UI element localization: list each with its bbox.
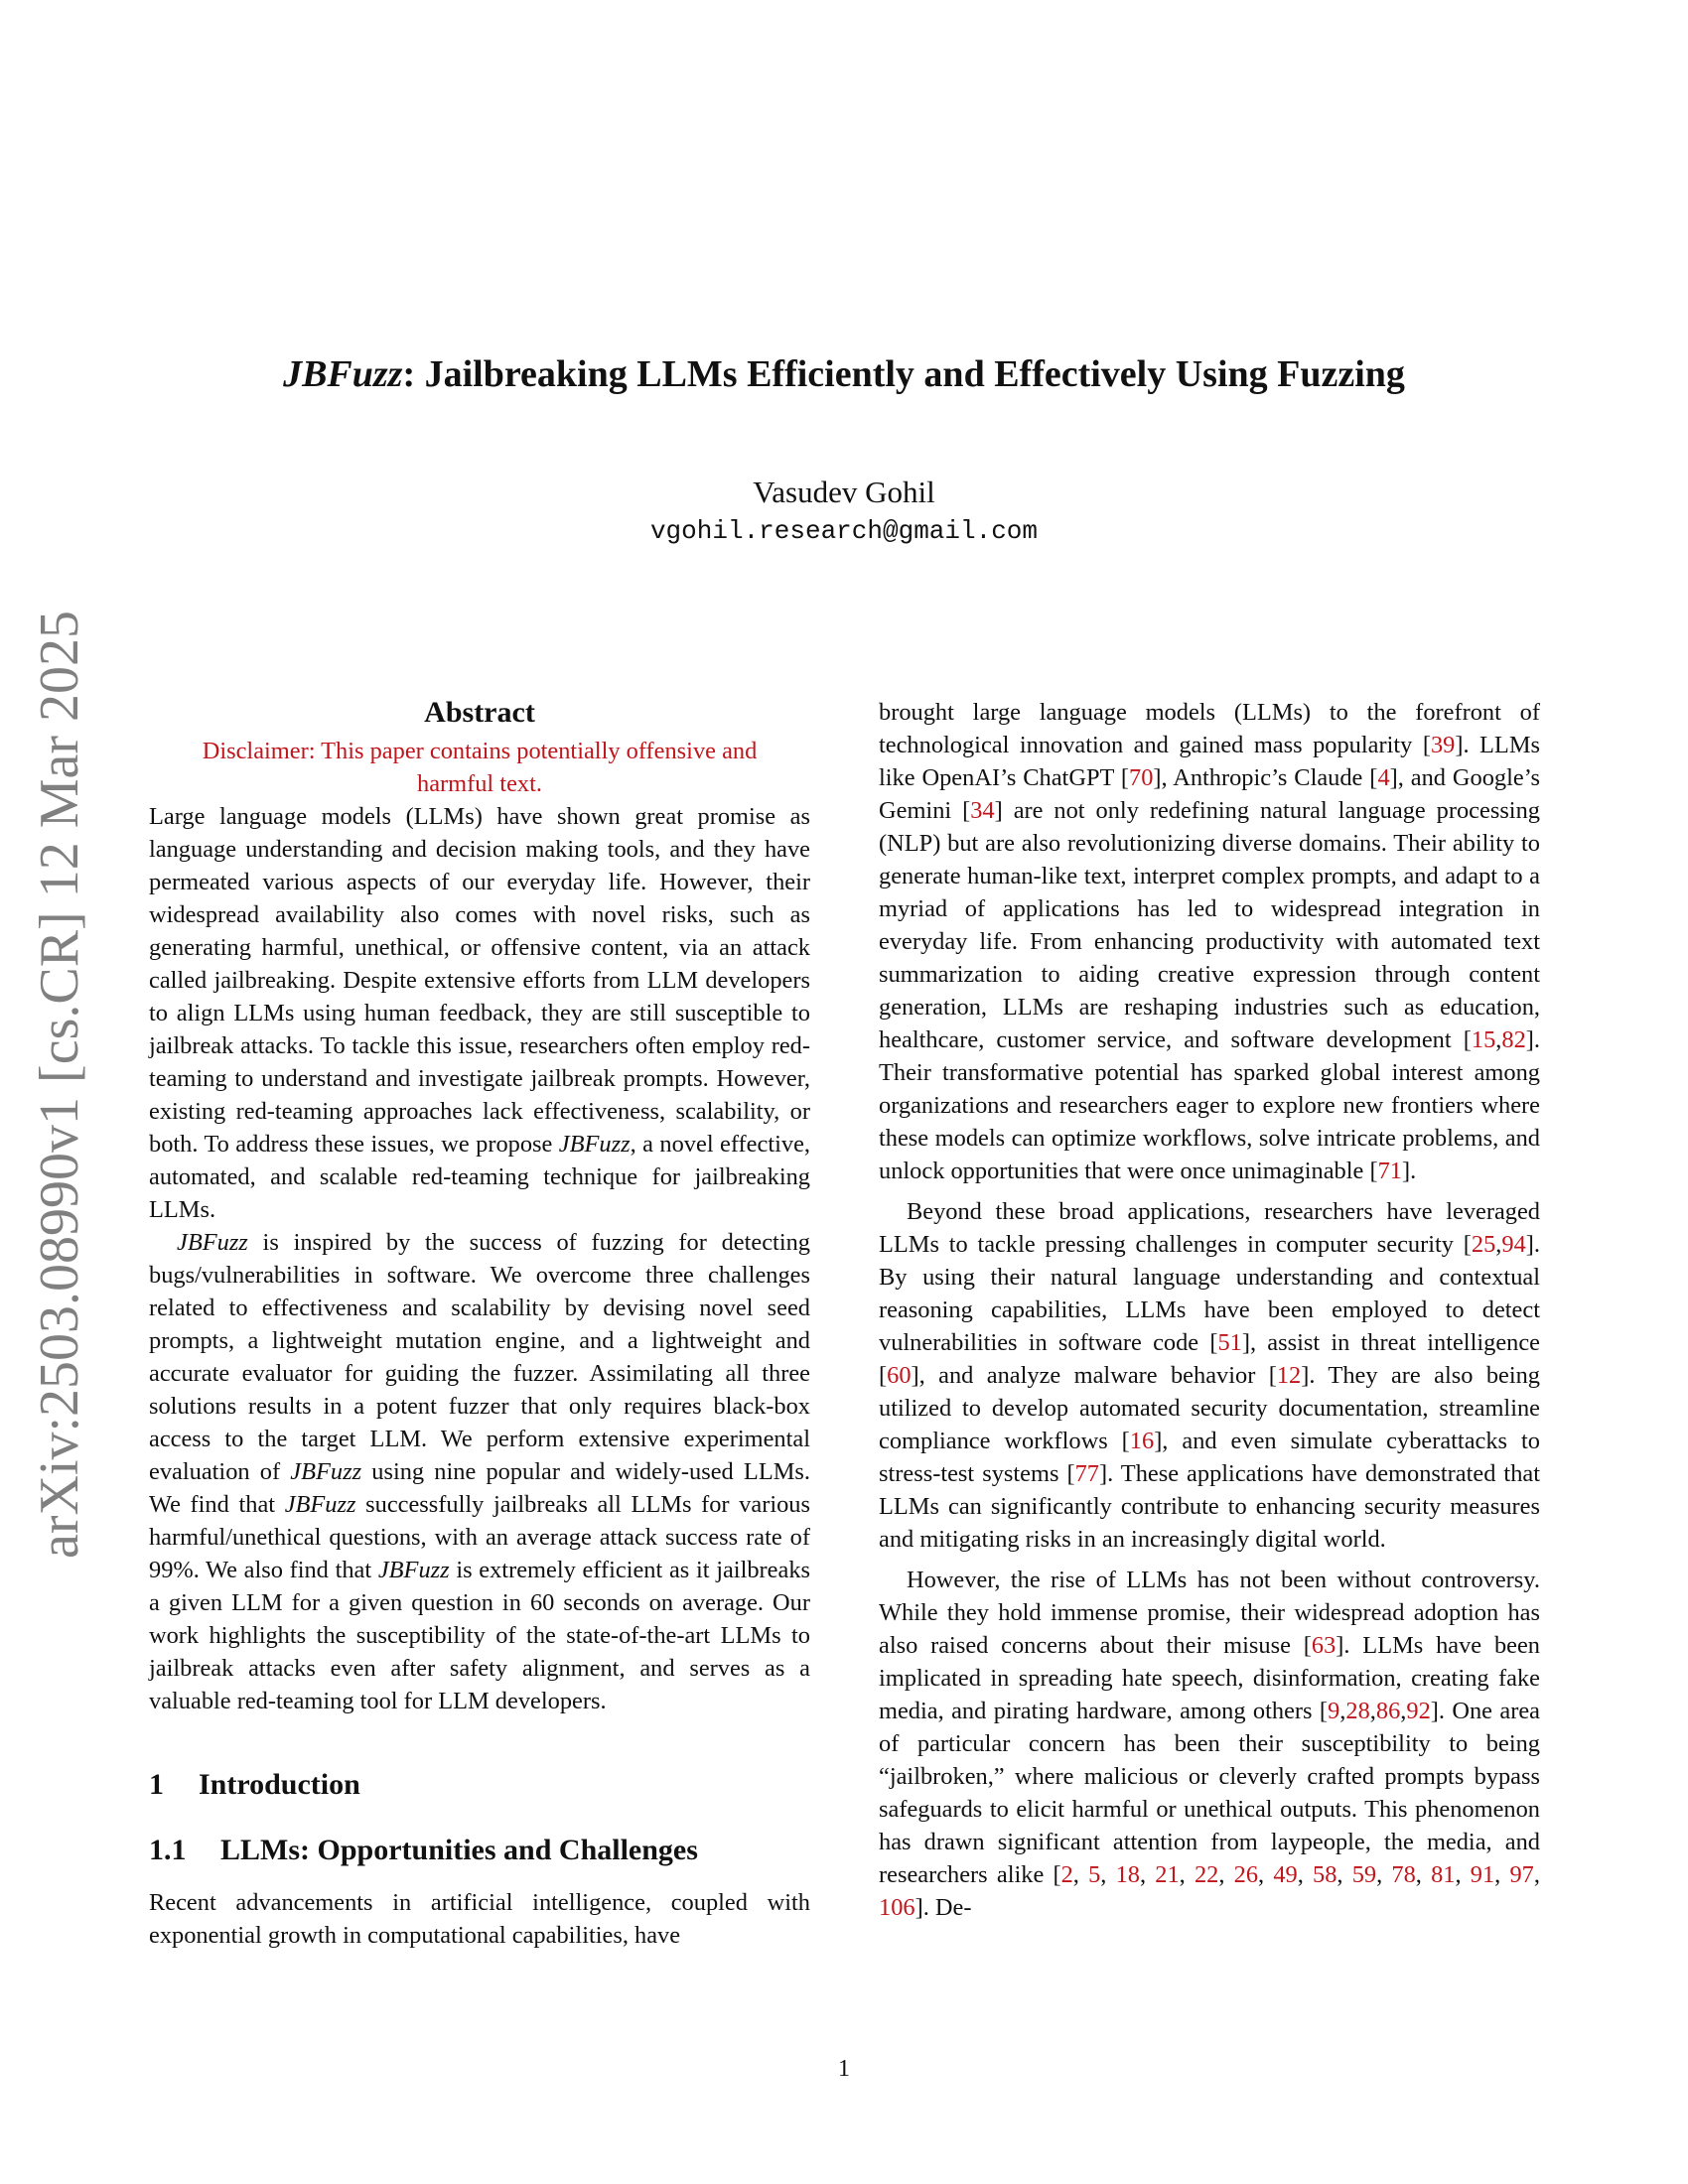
page-number: 1: [837, 2055, 851, 2082]
citation-link[interactable]: 106: [879, 1894, 915, 1921]
text-span: However, the rise of LLMs has not been without controversy. While they hold immense promise, their widespread adoption has also raised concerns about their misuse [: [879, 1567, 1540, 1659]
citation-link[interactable]: 86: [1375, 1698, 1401, 1724]
text-span: ]. By using their natural language understanding and contextual reasoning capabilities, LLMs have been employed to detect vulnerabilities in software code [: [879, 1231, 1540, 1356]
section-title: LLMs: Opportunities and Challenges: [220, 1834, 698, 1866]
text-span: ]. De-: [914, 1894, 972, 1921]
citation-link[interactable]: 60: [887, 1362, 912, 1389]
citation-link[interactable]: 63: [1311, 1632, 1336, 1659]
citation-link[interactable]: 81: [1431, 1861, 1456, 1888]
citation-link[interactable]: 51: [1217, 1329, 1242, 1356]
citation-link[interactable]: 15: [1471, 1026, 1496, 1053]
citation-link[interactable]: 21: [1155, 1861, 1180, 1888]
citation-link[interactable]: 18: [1115, 1861, 1140, 1888]
text-span: ], assist in threat intelligence [: [879, 1329, 1540, 1389]
text-span: ,: [1218, 1861, 1234, 1888]
text-span: Beyond these broad applications, researchers have leveraged LLMs to tackle pressing challenges in computer security [: [879, 1198, 1540, 1258]
abstract-paragraph-1: [149, 800, 810, 1226]
citation-link[interactable]: 70: [1129, 764, 1154, 791]
intro-paragraph: Recent advancements in artificial intelligence, coupled with exponential growth in computational capabilities, have: [149, 1889, 810, 1949]
citation-link[interactable]: 58: [1313, 1861, 1337, 1888]
citation-link[interactable]: 78: [1391, 1861, 1416, 1888]
paper-title: [149, 352, 1539, 396]
text-span: ], and Google’s Gemini [: [879, 764, 1540, 824]
text-span: successfully jailbreaks all LLMs for various harmful/unethical questions, with an average attack success rate of 99%. We also find that: [149, 1491, 810, 1583]
title-system-name: JBFuzz: [283, 353, 403, 395]
citation-link[interactable]: 4: [1377, 764, 1390, 791]
text-span: ]. They are also being utilized to develop automated security documentation, streamline compliance workflows [: [879, 1362, 1541, 1454]
citation-link[interactable]: 94: [1501, 1231, 1526, 1258]
text-span: is inspired by the success of fuzzing for detecting bugs/vulnerabilities in software. We overcome three challenges related to effectiveness and scalability by devising novel seed prompts, a lightweight mutation engine, and a lightweight and accurate evaluator for guiding the fuzzer. Assimilating all three solutions results in a potent fuzzer that only requires black-box access to the target LLM. We perform extensive experimental evaluation of: [149, 1229, 810, 1485]
text-span: ]. LLMs like OpenAI’s ChatGPT [: [879, 732, 1540, 791]
text-span: is extremely efficient as it jailbreaks a given LLM for a given question in 60 seconds on average. Our work highlights the susceptibility of the state-of-the-art LLMs to jailbreak attacks even after safety alignment, and serves as a valuable red-teaming tool for LLM developers.: [149, 1557, 811, 1714]
text-span: ,: [1376, 1861, 1392, 1888]
author-name: Vasudev Gohil: [753, 475, 935, 509]
system-name: JBFuzz: [377, 1557, 450, 1583]
right-column: [879, 696, 1540, 1924]
text-span: ], Anthropic’s Claude [: [1153, 764, 1378, 791]
citation-link[interactable]: 39: [1430, 732, 1456, 758]
citation-link[interactable]: 22: [1194, 1861, 1219, 1888]
citation-link[interactable]: 9: [1328, 1698, 1340, 1724]
text-span: ,: [1533, 1861, 1540, 1888]
citation-link[interactable]: 77: [1074, 1460, 1099, 1487]
text-span: ,: [1179, 1861, 1195, 1888]
text-span: ] are not only redefining natural language processing (NLP) but are also revolutionizing diverse domains. Their ability to generate human-like text, interpret complex prompts, and adapt to a myriad of applications has led to widespread integration in everyday life. From enhancing productivity with automated text summarization to aiding creative expression through content generation, LLMs are reshaping industries such as education, healthcare, customer service, and software development [: [879, 797, 1540, 1053]
text-span: ,: [1495, 1026, 1502, 1053]
citation-link[interactable]: 82: [1501, 1026, 1526, 1053]
right-paragraph-2: [879, 1195, 1540, 1556]
citation-link[interactable]: 5: [1088, 1861, 1101, 1888]
text-span: ,: [1494, 1861, 1510, 1888]
text-span: ,: [1100, 1861, 1116, 1888]
citation-link[interactable]: 49: [1273, 1861, 1298, 1888]
citation-link[interactable]: 26: [1233, 1861, 1259, 1888]
citation-link[interactable]: 92: [1406, 1698, 1431, 1724]
section-number: 1: [149, 1768, 164, 1801]
abstract-heading: Abstract: [424, 696, 535, 729]
subsection-heading: [149, 1833, 810, 1868]
arxiv-identifier: arXiv:2503.08990v1 [cs.CR] 12 Mar 2025: [29, 610, 90, 1559]
citation-link[interactable]: 2: [1060, 1861, 1073, 1888]
text-span: ,: [1400, 1698, 1407, 1724]
text-span: , a novel effective, automated, and scalable red-teaming technique for jailbreaking LLMs.: [149, 1131, 810, 1223]
system-name: JBFuzz: [290, 1458, 362, 1485]
text-span: Large language models (LLMs) have shown great promise as language understanding and decision making tools, and they have permeated various aspects of our everyday life. However, their widespread availability also comes with novel risks, such as generating harmful, unethical, or offensive content, via an attack called jailbreaking. Despite extensive efforts from LLM developers to align LLMs using human feedback, they are still susceptible to jailbreak attacks. To tackle this issue, researchers often employ red-teaming to understand and investigate jailbreak prompts. However, existing red-teaming approaches lack effectiveness, scalability, or both. To address these issues, we propose: [149, 803, 810, 1158]
text-span: ]. These applications have demonstrated that LLMs can significantly contribute to enhancing security measures and mitigating risks in an increasingly digital world.: [879, 1460, 1540, 1553]
text-span: ,: [1369, 1698, 1376, 1724]
section-title: Introduction: [199, 1768, 360, 1801]
text-span: ,: [1336, 1861, 1352, 1888]
citation-link[interactable]: 91: [1470, 1861, 1495, 1888]
text-span: ,: [1139, 1861, 1156, 1888]
section-number: 1.1: [149, 1834, 187, 1866]
text-span: ], and even simulate cyberattacks to stress-test systems [: [879, 1428, 1540, 1487]
citation-link[interactable]: 28: [1345, 1698, 1370, 1724]
abstract-paragraph-2: [149, 1226, 810, 1717]
system-name: JBFuzz: [558, 1131, 631, 1158]
right-paragraph-3: [879, 1564, 1540, 1924]
citation-link[interactable]: 25: [1471, 1231, 1496, 1258]
text-span: ,: [1495, 1231, 1502, 1258]
left-column: [149, 695, 810, 1952]
text-span: ,: [1339, 1698, 1346, 1724]
text-span: ,: [1072, 1861, 1089, 1888]
right-paragraph-1: [879, 696, 1540, 1187]
text-span: ].: [1401, 1158, 1417, 1184]
citation-link[interactable]: 97: [1509, 1861, 1534, 1888]
text-span: ], and analyze malware behavior [: [911, 1362, 1277, 1389]
text-span: ]. One area of particular concern has been their susceptibility to being “jailbroken,” where malicious or cleverly crafted prompts bypass safeguards to elicit harmful or unethical outputs. This phenomenon has drawn significant attention from laypeople, the media, and researchers alike [: [879, 1698, 1541, 1888]
text-span: ,: [1297, 1861, 1314, 1888]
text-span: ,: [1455, 1861, 1471, 1888]
author-email[interactable]: vgohil.research@gmail.com: [649, 516, 1039, 546]
text-span: ,: [1415, 1861, 1432, 1888]
text-span: ]. LLMs have been implicated in spreading hate speech, disinformation, creating fake media, and pirating hardware, among others [: [879, 1632, 1540, 1724]
text-span: brought large language models (LLMs) to the forefront of technological innovation and gained mass popularity [: [879, 699, 1540, 758]
disclaimer: Disclaimer: This paper contains potentially offensive and harmful text.: [202, 738, 758, 797]
system-name: JBFuzz: [177, 1229, 248, 1256]
system-name: JBFuzz: [284, 1491, 356, 1518]
citation-link[interactable]: 16: [1129, 1428, 1155, 1454]
citation-link[interactable]: 34: [970, 797, 995, 824]
text-span: ,: [1258, 1861, 1274, 1888]
title-rest: : Jailbreaking LLMs Efficiently and Effectively Using Fuzzing: [402, 353, 1405, 395]
citation-link[interactable]: 59: [1351, 1861, 1377, 1888]
section-heading-introduction: [149, 1767, 810, 1803]
text-span: ]. Their transformative potential has sparked global interest among organizations and researchers eager to explore new frontiers where these models can optimize workflows, solve intricate problems, and unlock opportunities that were once unimaginable [: [879, 1026, 1540, 1184]
citation-link[interactable]: 12: [1276, 1362, 1302, 1389]
citation-link[interactable]: 71: [1377, 1158, 1402, 1184]
text-span: using nine popular and widely-used LLMs. We find that: [149, 1458, 810, 1518]
